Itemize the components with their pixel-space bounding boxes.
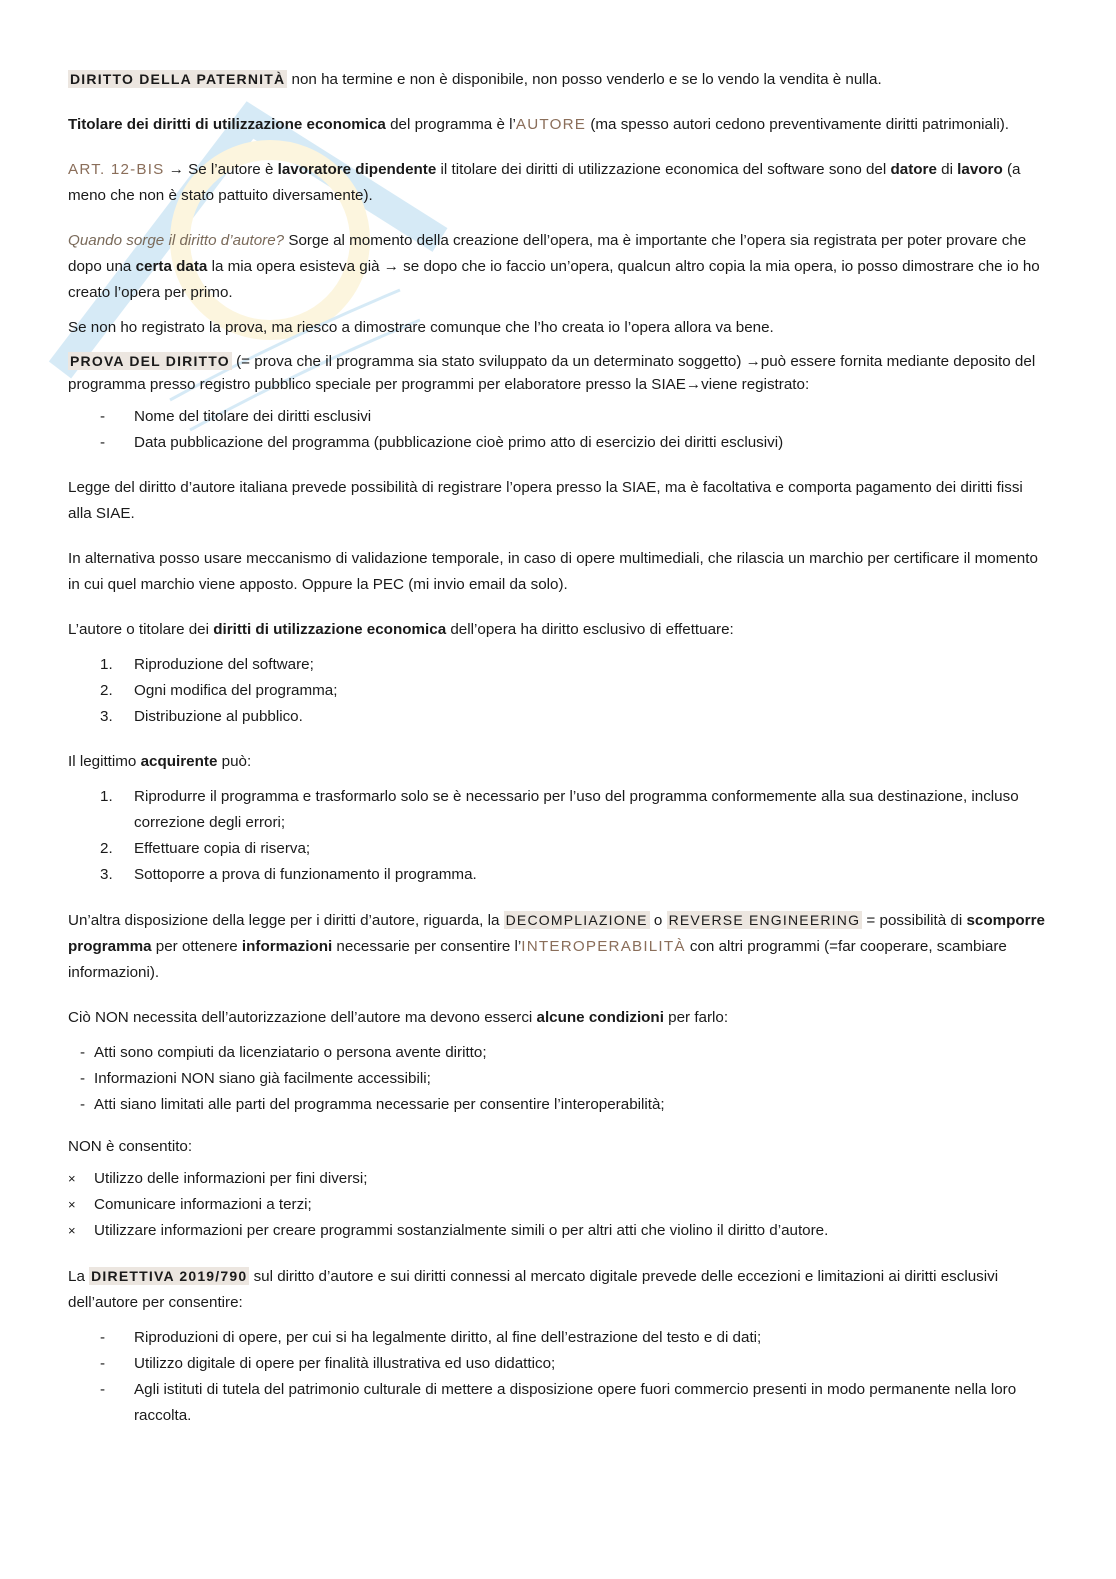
text: il titolare dei diritti di utilizzazione economica del software sono del — [436, 161, 891, 178]
paragraph-non-consentito: NON è consentito: — [68, 1138, 193, 1155]
paragraph-quando-sorge — [68, 228, 1050, 306]
list-condizioni — [68, 1040, 1050, 1118]
section-condizioni — [68, 1005, 1050, 1118]
text: necessarie per consentire l’ — [332, 938, 522, 955]
term-direttiva-2019-790: DIRETTIVA 2019/790 — [91, 1268, 248, 1284]
item-text: Ogni modifica del programma; — [134, 682, 338, 699]
dash-marker: - — [80, 1044, 86, 1061]
dash-marker: - — [80, 1070, 86, 1087]
italic-question: Quando sorge il diritto d’autore? — [68, 232, 285, 249]
item-text: Atti sono compiuti da licenziatario o persona avente diritto; — [94, 1044, 487, 1061]
term-diritto-paternita: DIRITTO DELLA PATERNITÀ — [70, 71, 286, 87]
list-item — [68, 1040, 1050, 1066]
bold-text: informazioni — [241, 938, 333, 955]
paragraph-prova-diritto — [68, 350, 1050, 396]
item-text: Data pubblicazione del programma (pubblicazione cioè primo atto di esercizio dei diritti esclusivi) — [134, 434, 784, 451]
item-text: Informazioni NON siano già facilmente accessibili; — [94, 1070, 431, 1087]
paragraph-autore-titolare — [68, 617, 1050, 643]
text: sul diritto d’autore e sui diritti connessi al mercato digitale prevede delle eccezioni e limitazioni ai diritti esclusivi dell’autore per consentire: — [68, 1268, 999, 1311]
section-diritti-esclusivi — [68, 617, 1050, 730]
list-item — [68, 836, 1050, 862]
text: (= prova che il programma sia stato sviluppato da un determinato soggetto) →può essere fornita mediante deposito del programma presso registro pubblico speciale per programmi per elaboratore presso la SIAE→viene registrato: — [68, 353, 1036, 393]
term-prova-del-diritto: PROVA DEL DIRITTO — [70, 353, 230, 369]
list-item — [68, 1351, 1050, 1377]
text: Il legittimo — [68, 753, 141, 770]
bold-text: alcune condizioni — [536, 1009, 664, 1026]
item-text: Comunicare informazioni a terzi; — [94, 1196, 312, 1213]
number-marker: 2. — [100, 840, 113, 857]
list-item — [68, 1166, 1050, 1192]
arrow-icon: → — [164, 161, 189, 178]
item-text: Riproduzione del software; — [134, 656, 314, 673]
item-text: Utilizzo digitale di opere per finalità illustrativa ed uso didattico; — [134, 1355, 556, 1372]
list-item — [68, 1066, 1050, 1092]
cross-icon: × — [68, 1197, 76, 1212]
paragraph-art12bis — [68, 157, 1050, 209]
list-item — [68, 652, 1050, 678]
text: dell’opera ha diritto esclusivo di effettuare: — [446, 621, 734, 638]
item-text: Utilizzare informazioni per creare programmi sostanzialmente simili o per altri atti che violino il diritto d’autore. — [94, 1222, 829, 1239]
bold-text: datore — [890, 161, 937, 178]
text: L’autore o titolare dei — [68, 621, 214, 638]
text: La — [68, 1268, 90, 1285]
number-marker: 3. — [100, 708, 113, 725]
list-item — [68, 678, 1050, 704]
text: (ma spesso autori cedono preventivamente diritti patrimoniali). — [586, 116, 1010, 133]
paragraph-condizioni — [68, 1005, 1050, 1031]
bold-text: lavoratore dipendente — [277, 161, 437, 178]
text: Sorge al momento della creazione dell’opera, ma è importante che l’opera sia registrata per poter provare che dopo una — [68, 232, 1027, 275]
number-marker: 1. — [100, 788, 113, 805]
list-item — [68, 404, 1050, 430]
bold-text: certa data — [135, 258, 208, 275]
text: con altri programmi (=far cooperare, scambiare informazioni). — [68, 938, 1007, 981]
bold-text: scomporre programma — [68, 912, 1045, 955]
paragraph-decompilazione — [68, 907, 1050, 986]
list-item — [68, 1325, 1050, 1351]
dash-marker: - — [100, 434, 106, 451]
bold-text: acquirente — [140, 753, 218, 770]
text: = possibilità di — [862, 912, 967, 929]
list-item — [68, 704, 1050, 730]
dash-marker: - — [100, 1329, 106, 1346]
dash-marker: - — [100, 1355, 106, 1372]
dash-marker: - — [100, 1381, 106, 1398]
item-text: Distribuzione al pubblico. — [134, 708, 303, 725]
text: del programma è l’ — [385, 116, 516, 133]
text: Se l’autore è — [188, 161, 278, 178]
text: può: — [217, 753, 252, 770]
document-page — [68, 66, 1050, 1429]
item-text: Riproduzioni di opere, per cui si ha legalmente diritto, al fine dell’estrazione del testo e di dati; — [134, 1329, 762, 1346]
paragraph-acquirente — [68, 749, 1050, 775]
paragraph-direttiva — [68, 1263, 1050, 1316]
cross-icon: × — [68, 1223, 76, 1238]
item-text: Atti siano limitati alle parti del programma necessarie per consentire l’interoperabilità; — [94, 1096, 665, 1113]
text: per ottenere — [151, 938, 242, 955]
section-prova-diritto — [68, 350, 1050, 456]
text: per farlo: — [663, 1009, 729, 1026]
list-item — [68, 1192, 1050, 1218]
text: Un’altra disposizione della legge per i diritti d’autore, riguarda, la — [68, 912, 504, 929]
list-prova — [68, 404, 1050, 456]
section-direttiva — [68, 1263, 1050, 1429]
paragraph-paternita — [68, 66, 1050, 93]
paragraph-titolare — [68, 112, 1050, 138]
item-text: Nome del titolare dei diritti esclusivi — [134, 408, 372, 425]
list-item — [68, 1377, 1050, 1429]
item-text: Effettuare copia di riserva; — [134, 840, 311, 857]
list-non-consentito — [68, 1166, 1050, 1244]
list-item — [68, 1092, 1050, 1118]
term-art-12-bis: ART. 12-BIS — [68, 161, 165, 178]
list-item — [68, 1218, 1050, 1244]
paragraph-validazione: In alternativa posso usare meccanismo di validazione temporale, in caso di opere multimediali, che rilascia un marchio per certificare il momento in cui quel marchio viene apposto. Oppure la PEC (mi invio email da solo). — [68, 550, 1038, 593]
term-interoperabilita: INTEROPERABILITÀ — [521, 938, 686, 955]
list-direttiva — [68, 1325, 1050, 1429]
paragraph-legge-siae: Legge del diritto d’autore italiana prevede possibilità di registrare l’opera presso la SIAE, ma è facoltativa e comporta pagamento dei diritti fissi alla SIAE. — [68, 479, 1023, 522]
paragraph-prova-registrata: Se non ho registrato la prova, ma riesco a dimostrare comunque che l’ho creata io l’opera allora va bene. — [68, 319, 774, 336]
text: la mia opera esisteva già → se dopo che io faccio un’opera, qualcun altro copia la mia opera, io posso dimostrare che io ho creato l’opera per primo. — [68, 258, 1040, 301]
text: di — [936, 161, 958, 178]
term-autore: AUTORE — [515, 116, 587, 133]
section-non-consentito — [68, 1134, 1050, 1244]
list-acquirente — [68, 784, 1050, 888]
bold-text: lavoro — [957, 161, 1003, 178]
list-diritti — [68, 652, 1050, 730]
dash-marker: - — [80, 1096, 86, 1113]
item-text: Agli istituti di tutela del patrimonio culturale di mettere a disposizione opere fuori commercio presenti in modo permanente nella loro raccolta. — [134, 1381, 1017, 1424]
item-text: Riprodurre il programma e trasformarlo solo se è necessario per l’uso del programma conformemente alla sua destinazione, incluso correzione degli errori; — [134, 788, 1019, 831]
term-decompliazione: DECOMPLIAZIONE — [505, 912, 648, 928]
number-marker: 2. — [100, 682, 113, 699]
cross-icon: × — [68, 1171, 76, 1186]
bold-text: Titolare dei diritti di utilizzazione economica — [68, 116, 386, 133]
bold-text: diritti di utilizzazione economica — [213, 621, 447, 638]
item-text: Utilizzo delle informazioni per fini diversi; — [94, 1170, 368, 1187]
section-acquirente — [68, 749, 1050, 888]
number-marker: 3. — [100, 866, 113, 883]
dash-marker: - — [100, 408, 106, 425]
list-item — [68, 430, 1050, 456]
text: (a meno che non è stato pattuito diversamente). — [68, 161, 1021, 204]
list-item — [68, 784, 1050, 836]
list-item — [68, 862, 1050, 888]
number-marker: 1. — [100, 656, 113, 673]
text: non ha termine e non è disponibile, non posso venderlo e se lo vendo la vendita è nulla. — [287, 71, 882, 88]
item-text: Sottoporre a prova di funzionamento il programma. — [134, 866, 477, 883]
text: Ciò NON necessita dell’autorizzazione dell’autore ma devono esserci — [68, 1009, 537, 1026]
term-reverse-engineering: REVERSE ENGINEERING — [668, 912, 861, 928]
text: o — [649, 912, 667, 929]
